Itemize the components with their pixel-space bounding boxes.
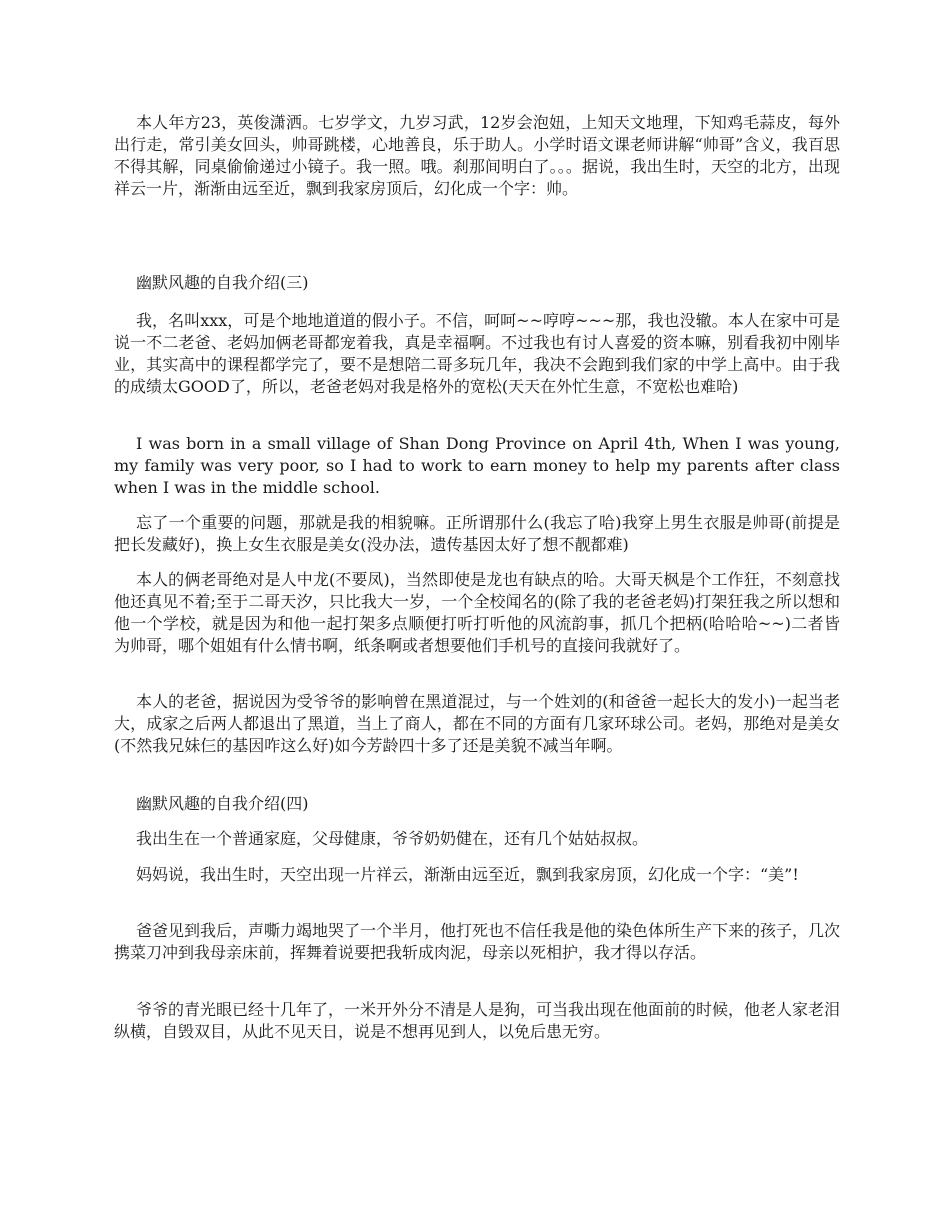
paragraph-intro-handsome: 本人年方23，英俊潇洒。七岁学文，九岁习武，12岁会泡妞，上知天文地理，下知鸡毛蒜皮，每外出行走，常引美女回头，帅哥跳楼，心地善良，乐于助人。小学时语文课老师讲解“帅哥”含义，我百思不得其解，同桌偷偷递过小镜子。我一照。哦。刹那间明白了。。。据说，我出生时，天空的北方，出现祥云一片，渐渐由远至近，飘到我家房顶后，幻化成一个字：帅。 [114, 113, 840, 198]
paragraph-grandfather: 爷爷的青光眼已经十几年了，一米开外分不清是人是狗，可当我出现在他面前的时候，他老人家老泪纵横，自毁双目，从此不见天日，说是不想再见到人，以免后患无穷。 [114, 1000, 841, 1041]
paragraph-tomboy: 我，名叫xxx，可是个地地道道的假小子。不信，呵呵~~哼哼~~~那，我也没辙。本人在家中可是说一不二老爸、老妈加俩老哥都宠着我，真是幸福啊。不过我也有讨人喜爱的资本嘛，别看我初中刚毕业，其实高中的课程都学完了，要不是想陪二哥多玩几年，我决不会跑到我们家的中学上高中。由于我的成绩太GOOD了，所以，老爸老妈对我是格外的宽松(天天在外忙生意，不宽松也难哈) [114, 311, 840, 396]
paragraph-brothers: 本人的俩老哥绝对是人中龙(不要凤)，当然即使是龙也有缺点的哈。大哥天枫是个工作狂，不刻意找他还真见不着;至于二哥天汐，只比我大一岁，一个全校闻名的(除了我的老爸老妈)打架狂我之所以想和他一个学校，就是因为和他一起打架多点顺便打听打听他的风流韵事，抓几个把柄(哈哈哈~~)二者皆为帅哥，哪个姐姐有什么情书啊，纸条啊或者想要他们手机号的直接问我就好了。 [114, 570, 840, 655]
section-heading-3: 幽默风趣的自我介绍(三) [136, 273, 309, 292]
paragraph-father: 爸爸见到我后，声嘶力竭地哭了一个半月，他打死也不信任我是他的染色体所生产下来的孩子，几次携菜刀冲到我母亲床前，挥舞着说要把我斩成肉泥，母亲以死相护，我才得以存活。 [114, 921, 841, 962]
section-heading-4: 幽默风趣的自我介绍(四) [136, 794, 309, 813]
paragraph-appearance: 忘了一个重要的问题，那就是我的相貌嘛。正所谓那什么(我忘了哈)我穿上男生衣服是帅哥(前提是把长发藏好)，换上女生衣服是美女(没办法，遗传基因太好了想不靓都难) [114, 513, 840, 554]
paragraph-birth: 妈妈说，我出生时，天空出现一片祥云，渐渐由远至近，飘到我家房顶，幻化成一个字：“美”! [136, 865, 799, 884]
paragraph-parents: 本人的老爸，据说因为受爷爷的影响曾在黑道混过，与一个姓刘的(和爸爸一起长大的发小)一起当老大，成家之后两人都退出了黑道，当上了商人，都在不同的方面有几家环球公司。老妈，那绝对是美女(不然我兄妹仨的基因咋这么好)如今芳龄四十多了还是美貌不减当年啊。 [114, 692, 840, 755]
paragraph-family: 我出生在一个普通家庭，父母健康，爷爷奶奶健在，还有几个姑姑叔叔。 [136, 829, 649, 848]
paragraph-english: I was born in a small village of Shan Dong Province on April 4th, When I was young, my family was very poor, so I had to work to earn money to help my parents after class when I was in the middle school. [114, 434, 840, 497]
